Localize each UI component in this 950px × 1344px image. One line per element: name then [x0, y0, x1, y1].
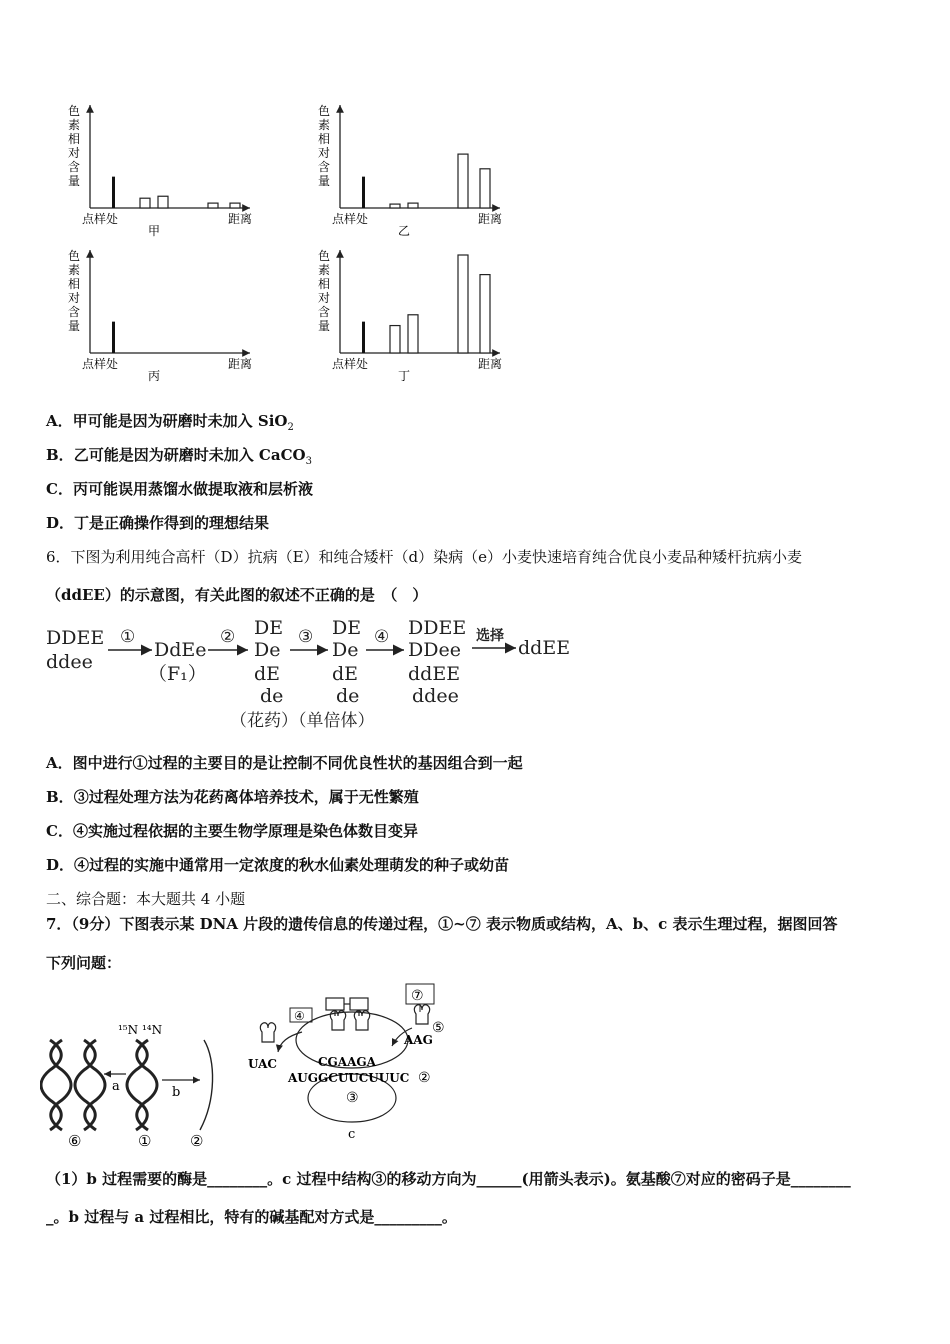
- breeding-diagram: [40, 612, 600, 730]
- mid-sequence: CGAAGA: [318, 1055, 376, 1069]
- gamete-2: De: [254, 639, 281, 661]
- q6-option-3: [46, 820, 418, 841]
- y-axis-label-char: 相: [68, 132, 81, 146]
- panel-name: 丙: [148, 369, 161, 383]
- chart-panel-3: [68, 249, 252, 383]
- bar-origin: [112, 177, 115, 208]
- dna-transfer-diagram: [40, 980, 460, 1150]
- anticodon-left: UAC: [248, 1057, 277, 1071]
- f1-genotype: DdEe: [154, 639, 207, 661]
- y-axis-label-char: 色: [68, 249, 81, 263]
- bar-pigment-4: [480, 275, 490, 353]
- select-label: 选择: [476, 628, 504, 644]
- mrna-sequence: AUGGCUUCUUUC: [288, 1071, 410, 1085]
- parent-1: DDEE: [46, 627, 105, 649]
- y-axis-label-char: 相: [68, 277, 81, 291]
- bar-origin: [112, 322, 115, 353]
- q5-option-text: 丁是正确操作得到的理想结果: [74, 514, 270, 532]
- diploid-4: ddee: [412, 685, 459, 707]
- bar-pigment-1: [390, 204, 400, 208]
- q5-option-4: [46, 512, 269, 533]
- q6-option-label: B．: [46, 788, 74, 806]
- panel-name: 乙: [398, 224, 411, 238]
- q5-option-text: 乙可能是因为研磨时未加入 CaCO: [73, 446, 306, 464]
- f1-label: （F₁）: [148, 663, 207, 685]
- y-axis-label-char: 量: [318, 174, 331, 188]
- num-5: ⑤: [432, 1020, 445, 1036]
- y-axis-label-char: 色: [318, 249, 331, 263]
- bar-pigment-2: [158, 196, 168, 208]
- origin-label: 点样处: [82, 212, 119, 226]
- bar-pigment-4: [230, 203, 240, 208]
- q5-option-3: [46, 478, 313, 499]
- anticodon-right: AAG: [404, 1033, 433, 1047]
- q6-option-label: C．: [46, 822, 73, 840]
- q6-stem-line1: 6．下图为利用纯合高杆（D）抗病（E）和纯合矮杆（d）染病（e）小麦快速培育纯合优良小麦品种矮杆抗病小麦: [46, 548, 803, 566]
- y-axis-label-char: 对: [68, 291, 81, 305]
- bar-pigment-1: [140, 198, 150, 208]
- num-2b: ②: [418, 1070, 431, 1086]
- panel-name: 甲: [148, 224, 161, 238]
- q5-option-subscript: 2: [287, 422, 294, 433]
- q6-option-text: ④过程的实施中通常用一定浓度的秋水仙素处理萌发的种子或幼苗: [74, 856, 510, 874]
- num-3: ③: [346, 1090, 359, 1106]
- chart-panel-2: [318, 104, 502, 238]
- q5-option-subscript: 3: [305, 456, 312, 467]
- x-axis-label: 距离: [478, 212, 503, 226]
- bar-pigment-3: [208, 203, 218, 208]
- y-axis-label-char: 对: [318, 146, 331, 160]
- y-axis-label-char: 量: [68, 319, 81, 333]
- mrna-strand-2a: [200, 1040, 213, 1130]
- y-axis-label-char: 素: [318, 118, 331, 132]
- chart-panel-1: [68, 104, 252, 238]
- parent-2: ddee: [46, 651, 93, 673]
- bar-pigment-2: [408, 203, 418, 208]
- step-3: ③: [298, 627, 314, 647]
- haploid-4: de: [336, 685, 360, 707]
- num-7: ⑦: [411, 988, 424, 1004]
- result-genotype: ddEE: [518, 637, 571, 659]
- isotope-15n: ¹⁵N: [118, 1023, 139, 1037]
- label-c: c: [348, 1127, 356, 1142]
- num-2a: ②: [190, 1132, 204, 1150]
- bar-pigment-4: [480, 169, 490, 208]
- q6-stem-line2: （ddEE）的示意图，有关此图的叙述不正确的是 （ ）: [46, 586, 428, 604]
- diploid-2: DDee: [408, 639, 461, 661]
- q5-option-label: C．: [46, 480, 73, 498]
- step-4: ④: [374, 627, 390, 647]
- bar-origin: [362, 322, 365, 353]
- bar-pigment-3: [458, 154, 468, 208]
- y-axis-label-char: 色: [318, 104, 331, 118]
- q7-sub1-line1: （1）b 过程需要的酶是________。c 过程中结构③的移动方向为______(用箭头表示)。氨基酸⑦对应的密码子是________: [46, 1170, 851, 1188]
- q7-sub1-line2: _。b 过程与 a 过程相比，特有的碱基配对方式是_________。: [46, 1208, 457, 1226]
- q5-option-label: A．: [46, 412, 73, 430]
- q7-stem-line1: 7．（9分）下图表示某 DNA 片段的遗传信息的传递过程，①~⑦ 表示物质或结构，A、b、c 表示生理过程，据图回答: [46, 915, 838, 933]
- q5-option-2: [46, 444, 312, 467]
- y-axis-label-char: 量: [318, 319, 331, 333]
- label-b: b: [172, 1085, 181, 1100]
- x-axis-label: 距离: [228, 357, 253, 371]
- bar-pigment-3: [458, 255, 468, 353]
- q5-option-label: B．: [46, 446, 74, 464]
- bar-origin: [362, 177, 365, 208]
- bar-pigment-1: [390, 326, 400, 353]
- y-axis-label-char: 素: [318, 263, 331, 277]
- isotope-14n: ¹⁴N: [142, 1023, 163, 1037]
- num-1: ①: [138, 1132, 152, 1150]
- y-axis-label-char: 对: [318, 291, 331, 305]
- gamete-1: DE: [254, 617, 284, 639]
- q5-option-text: 丙可能误用蒸馏水做提取液和层析液: [72, 480, 313, 498]
- origin-label: 点样处: [332, 357, 369, 371]
- origin-label: 点样处: [332, 212, 369, 226]
- q6-option-1: [46, 752, 523, 773]
- q6-option-text: ③过程处理方法为花药离体培养技术，属于无性繁殖: [73, 788, 419, 806]
- q7-stem-line2: 下列问题：: [46, 954, 122, 972]
- section-heading: 二、综合题：本大题共 4 小题: [46, 890, 246, 908]
- q5-option-label: D．: [46, 514, 75, 532]
- x-axis-label: 距离: [228, 212, 253, 226]
- y-axis-label-char: 相: [318, 132, 331, 146]
- y-axis-label-char: 相: [318, 277, 331, 291]
- y-axis-label-char: 素: [68, 263, 81, 277]
- num-6: ⑥: [68, 1132, 82, 1150]
- q6-option-label: A．: [46, 754, 73, 772]
- diploid-3: ddEE: [408, 663, 461, 685]
- y-axis-label-char: 含: [318, 160, 331, 174]
- dna-helix-6b: [75, 1040, 105, 1130]
- q6-option-text: 图中进行①过程的主要目的是让控制不同优良性状的基因组合到一起: [72, 754, 523, 772]
- step-1: ①: [120, 627, 136, 647]
- bottom-labels: （花药）（单倍体）: [230, 711, 375, 730]
- q6-option-label: D．: [46, 856, 75, 874]
- gamete-4: de: [260, 685, 284, 707]
- haploid-3: dE: [332, 663, 359, 685]
- q6-option-4: [46, 854, 509, 875]
- y-axis-label-char: 含: [68, 160, 81, 174]
- x-axis-label: 距离: [478, 357, 503, 371]
- q6-option-2: [46, 786, 419, 807]
- label-a: a: [112, 1079, 120, 1094]
- gamete-3: dE: [254, 663, 281, 685]
- diploid-1: DDEE: [408, 617, 467, 639]
- y-axis-label-char: 素: [68, 118, 81, 132]
- y-axis-label-char: 含: [68, 305, 81, 319]
- q5-option-1: [46, 410, 294, 433]
- bar-pigment-2: [408, 315, 418, 353]
- panel-name: 丁: [398, 369, 411, 383]
- y-axis-label-char: 量: [68, 174, 81, 188]
- haploid-2: De: [332, 639, 359, 661]
- q5-option-text: 甲可能是因为研磨时未加入 SiO: [72, 412, 288, 430]
- step-2: ②: [220, 627, 236, 647]
- haploid-1: DE: [332, 617, 362, 639]
- origin-label: 点样处: [82, 357, 119, 371]
- dna-helix-1: [127, 1040, 157, 1130]
- chart-panel-4: [318, 249, 502, 383]
- num-4: ④: [294, 1009, 305, 1023]
- y-axis-label-char: 色: [68, 104, 81, 118]
- y-axis-label-char: 含: [318, 305, 331, 319]
- y-axis-label-char: 对: [68, 146, 81, 160]
- q6-option-text: ④实施过程依据的主要生物学原理是染色体数目变异: [72, 822, 418, 840]
- chromatography-charts: [40, 95, 540, 385]
- dna-helix-6a: [41, 1040, 71, 1130]
